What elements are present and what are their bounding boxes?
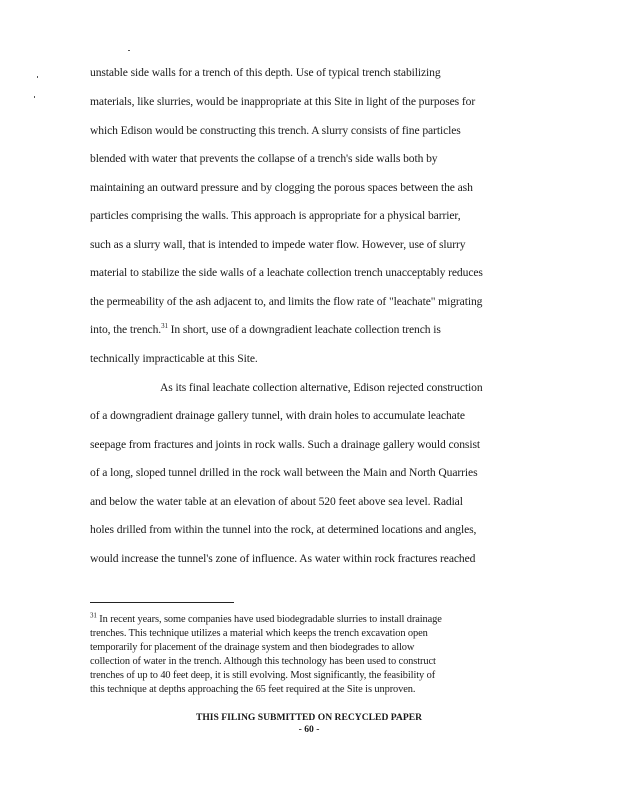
footnote-number: 31 xyxy=(90,611,97,620)
body-line-13: of a downgradient drainage gallery tunnel, with drain holes to accumulate leachate xyxy=(90,409,465,422)
recycled-paper-notice: THIS FILING SUBMITTED ON RECYCLED PAPER xyxy=(195,712,423,723)
footnote-line-2: trenches. This technique utilizes a material which keeps the trench excavation open xyxy=(90,628,428,639)
body-line-6: particles comprising the walls. This approach is appropriate for a physical barrier, xyxy=(90,209,461,222)
footnote-separator xyxy=(90,602,234,603)
page-number: - 60 - xyxy=(298,724,320,735)
body-line-15: of a long, sloped tunnel drilled in the rock wall between the Main and North Quarries xyxy=(90,466,478,479)
body-line-11: technically impracticable at this Site. xyxy=(90,352,258,365)
body-line-3: which Edison would be constructing this trench. A slurry consists of fine particles xyxy=(90,124,461,137)
scan-speck xyxy=(34,96,35,98)
body-line-10-end: In short, use of a downgradient leachate collection trench is xyxy=(167,323,441,336)
body-line-7: such as a slurry wall, that is intended to impede water flow. However, use of slurry xyxy=(90,238,466,251)
body-line-2: materials, like slurries, would be inappropriate at this Site in light of the purposes for xyxy=(90,95,476,108)
body-line-9: the permeability of the ash adjacent to, and limits the flow rate of "leachate" migrating xyxy=(90,295,483,308)
body-line-14: seepage from fractures and joints in rock walls. Such a drainage gallery would consist xyxy=(90,438,480,451)
footnote-line-4: collection of water in the trench. Although this technology has been used to construct xyxy=(90,656,436,667)
footnote-line-3: temporarily for placement of the drainage system and then biodegrades to allow xyxy=(90,642,415,653)
scan-speck xyxy=(37,76,38,78)
body-line-18: would increase the tunnel's zone of influence. As water within rock fractures reached xyxy=(90,552,476,565)
body-line-17: holes drilled from within the tunnel into the rock, at determined locations and angles, xyxy=(90,523,477,536)
footnote-line-5: trenches of up to 40 feet deep, it is still evolving. Most significantly, the feasibility of xyxy=(90,670,436,681)
body-line-10 xyxy=(90,323,441,337)
footnote-ref-31: 31 xyxy=(161,322,168,331)
body-line-8: material to stabilize the side walls of a leachate collection trench unacceptably reduces xyxy=(90,266,483,279)
body-line-10-start: into, the trench. xyxy=(90,323,162,336)
footnote-line-6: this technique at depths approaching the 65 feet required at the Site is unproven. xyxy=(90,684,416,695)
body-line-16: and below the water table at an elevation of about 520 feet above sea level. Radial xyxy=(90,495,463,508)
body-line-5: maintaining an outward pressure and by clogging the porous spaces between the ash xyxy=(90,181,473,194)
body-line-4: blended with water that prevents the collapse of a trench's side walls both by xyxy=(90,152,438,165)
scan-speck xyxy=(128,50,130,51)
body-line-1: unstable side walls for a trench of this depth. Use of typical trench stabilizing xyxy=(90,66,441,79)
footnote-line-1 xyxy=(90,611,442,626)
paragraph-2-first-line: As its final leachate collection alternative, Edison rejected construction xyxy=(160,381,483,394)
footnote-line-1-text: In recent years, some companies have used biodegradable slurries to install drainage xyxy=(96,614,442,625)
